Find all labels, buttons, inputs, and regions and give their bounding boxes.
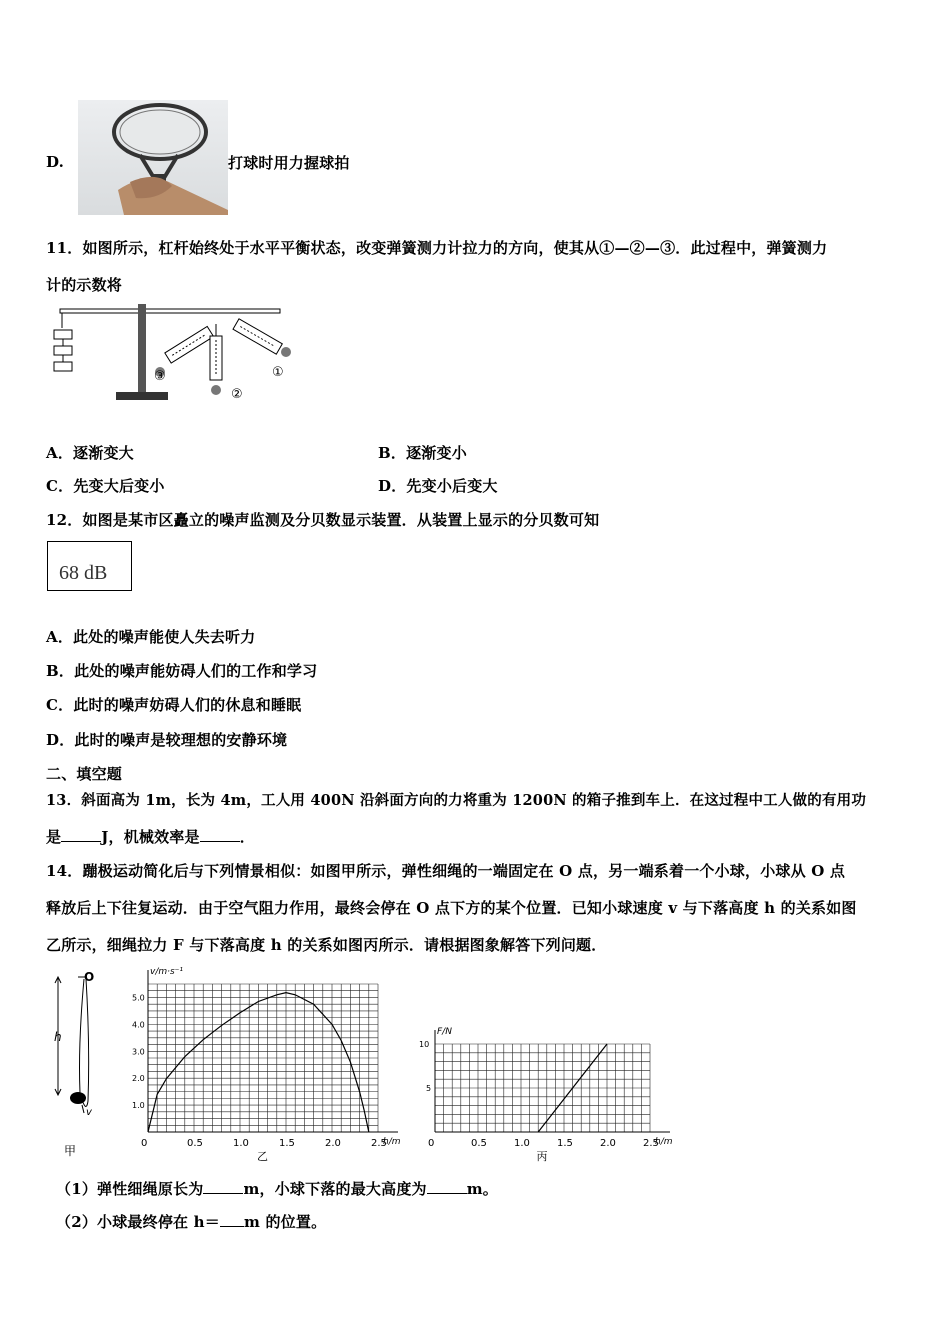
q12-option-d xyxy=(46,729,287,750)
x-tick-label: 0.5 xyxy=(187,1138,203,1149)
q10-option-d-letter: D. xyxy=(46,153,65,171)
option-letter: B． xyxy=(46,662,75,680)
y-tick-label: 3.0 xyxy=(132,1047,145,1057)
answer-blank-5[interactable] xyxy=(220,1212,244,1227)
chart-caption: 乙 xyxy=(257,1150,268,1163)
answer-blank-1[interactable] xyxy=(61,827,101,842)
q12-option-b xyxy=(46,660,317,681)
q11-option-a xyxy=(46,442,134,463)
section-title: 二、填空题 xyxy=(46,765,123,783)
q14-sub2-b: m 的位置。 xyxy=(243,1213,327,1231)
q14-sub1 xyxy=(56,1178,498,1199)
option-text: 此处的噪声能妨碍人们的工作和学习 xyxy=(74,662,318,680)
option-text: 逐渐变小 xyxy=(406,444,467,462)
chart-bing xyxy=(405,1010,685,1165)
answer-blank-3[interactable] xyxy=(203,1179,243,1194)
q11-stem-line1: 11．如图所示，杠杆始终处于水平平衡状态，改变弹簧测力计拉力的方向，使其从①—②—③．此过程中，弹簧测力 xyxy=(46,239,828,257)
q14-sub1-c: m。 xyxy=(466,1180,499,1198)
racket-photo xyxy=(78,100,228,215)
q13-text-a: 是 xyxy=(46,828,62,846)
x-tick-label: 2.5 xyxy=(643,1138,659,1149)
q13-line2 xyxy=(46,826,255,847)
q11-option-c xyxy=(46,475,165,496)
x-tick-label: 1.0 xyxy=(514,1138,530,1149)
q11-option-b xyxy=(378,442,467,463)
figure-jia xyxy=(40,965,110,1160)
y-axis-label: F/N xyxy=(437,1027,452,1037)
lever-figure xyxy=(48,300,298,405)
option-letter: C． xyxy=(46,696,74,714)
y-axis-label: v/m·s⁻¹ xyxy=(150,967,184,977)
x-tick-label: 1.0 xyxy=(233,1138,249,1149)
racket-image xyxy=(78,100,228,215)
x-tick-label: 2.0 xyxy=(600,1138,616,1149)
label-1: ① xyxy=(272,365,284,380)
option-letter: C． xyxy=(46,477,74,495)
x-tick-label: 2.0 xyxy=(325,1138,341,1149)
label-o: O xyxy=(84,970,95,984)
x-axis-label: h/m xyxy=(383,1137,401,1147)
option-letter: A． xyxy=(46,444,74,462)
q14-sub2 xyxy=(56,1211,326,1232)
q13-text-b: J，机械效率是 xyxy=(101,828,200,846)
q13-text-c: ． xyxy=(239,828,255,846)
y-tick-label: 2.0 xyxy=(132,1074,145,1084)
option-text: 此时的噪声是较理想的安静环境 xyxy=(74,731,288,749)
label-v: v xyxy=(86,1107,92,1118)
q14-sub1-a: （1）弹性细绳原长为 xyxy=(56,1180,204,1198)
option-text: 此时的噪声妨碍人们的休息和睡眠 xyxy=(73,696,302,714)
label-h: h xyxy=(54,1030,62,1044)
q12-option-a xyxy=(46,626,255,647)
option-letter: D． xyxy=(378,477,407,495)
decibel-display xyxy=(47,541,132,591)
x-tick-label: 0 xyxy=(141,1138,148,1149)
q14-sub1-b: m，小球下落的最大高度为 xyxy=(243,1180,427,1198)
x-tick-label: 0.5 xyxy=(471,1138,487,1149)
q11-stem-line2: 计的示数将 xyxy=(46,276,123,294)
y-tick-label: 4.0 xyxy=(132,1020,145,1030)
chart-caption: 丙 xyxy=(536,1150,548,1163)
answer-blank-4[interactable] xyxy=(427,1179,467,1194)
q14-sub2-a: （2）小球最终停在 h＝ xyxy=(56,1213,220,1231)
label-2: ② xyxy=(231,387,243,402)
x-tick-label: 1.5 xyxy=(279,1138,295,1149)
y-tick-label: 10 xyxy=(419,1040,430,1049)
q12-option-c xyxy=(46,694,301,715)
caption-jia: 甲 xyxy=(64,1144,77,1158)
q13-line1: 13．斜面高为 1m，长为 4m，工人用 400N 沿斜面方向的力将重为 1200N 的箱子推到车上．在这过程中工人做的有用功 xyxy=(46,792,867,809)
q14-line3: 乙所示，细绳拉力 F 与下落高度 h 的关系如图丙所示．请根据图象解答下列问题． xyxy=(46,936,607,954)
option-text: 先变小后变大 xyxy=(406,477,498,495)
y-tick-label: 1.0 xyxy=(132,1101,145,1111)
x-axis-label: h/m xyxy=(655,1137,673,1147)
decibel-value: 68 dB xyxy=(59,562,108,584)
x-tick-label: 1.5 xyxy=(557,1138,573,1149)
q14-line1: 14．蹦极运动简化后与下列情景相似：如图甲所示，弹性细绳的一端固定在 O 点，另一端系着一个小球，小球从 O 点 xyxy=(46,862,846,880)
q14-line2: 释放后上下往复运动．由于空气阻力作用，最终会停在 O 点下方的某个位置．已知小球速度 v 与下落高度 h 的关系如图 xyxy=(46,899,857,917)
q11-option-d xyxy=(378,475,498,496)
y-tick-label: 5 xyxy=(426,1084,432,1093)
option-text: 此处的噪声能使人失去听力 xyxy=(73,628,256,646)
option-text: 先变大后变小 xyxy=(73,477,165,495)
q10-option-d-text: 打球时用力握球拍 xyxy=(228,154,350,172)
q12-stem: 12．如图是某市区矗立的噪声监测及分贝数显示装置．从装置上显示的分贝数可知 xyxy=(46,511,600,529)
option-letter: D． xyxy=(46,731,75,749)
answer-blank-2[interactable] xyxy=(200,827,240,842)
option-letter: B． xyxy=(378,444,407,462)
option-text: 逐渐变大 xyxy=(73,444,134,462)
x-tick-label: 2.5 xyxy=(371,1138,387,1149)
chart-yi xyxy=(115,960,405,1165)
label-3: ③ xyxy=(154,369,166,384)
option-letter: A． xyxy=(46,628,74,646)
x-tick-label: 0 xyxy=(428,1138,435,1149)
y-tick-label: 5.0 xyxy=(132,993,145,1003)
